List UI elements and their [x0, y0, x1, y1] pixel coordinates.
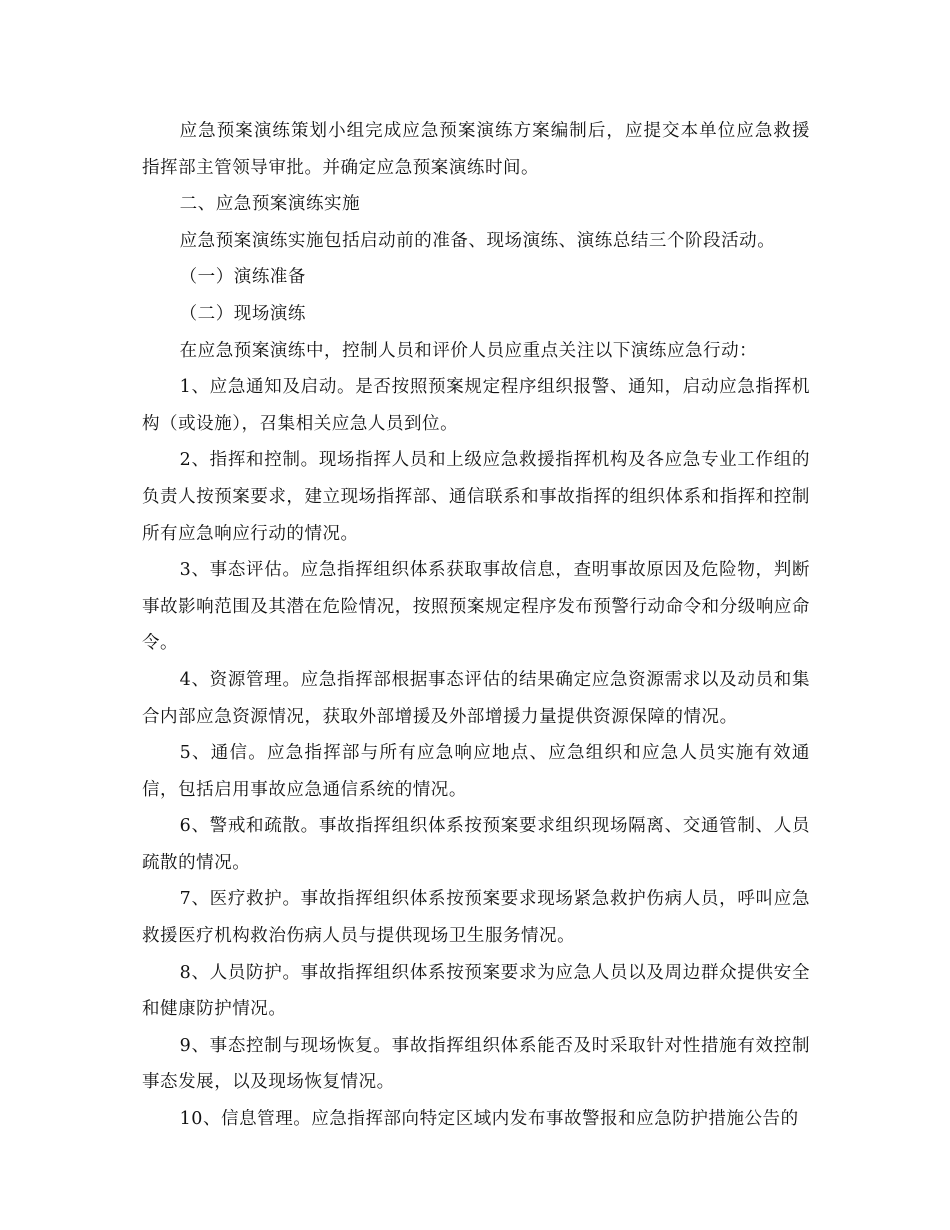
document-body [142, 113, 810, 1138]
list-item-command-control: 2、指挥和控制。现场指挥人员和上级应急救援指挥机构及各应急专业工作组的负责人按预案要求，建立现场指挥部、通信联系和事故指挥的组织体系和指挥和控制所有应急响应行动的情况。 [142, 450, 810, 544]
list-item-information-management: 10、信息管理。应急指挥部向特定区域内发布事故警报和应急防护措施公告的 [179, 1109, 799, 1130]
list-item-situation-assessment: 3、事态评估。应急指挥组织体系获取事故信息，查明事故原因及危险物，判断事故影响范围及其潜在危险情况，按照预案规定程序发布预警行动命令和分级响应命令。 [142, 560, 810, 654]
list-item-cordon-evacuation: 6、警戒和疏散。事故指挥组织体系按预案要求组织现场隔离、交通管制、人员疏散的情况。 [142, 816, 810, 873]
paragraph-implementation-stages: 应急预案演练实施包括启动前的准备、现场演练、演练总结三个阶段活动。 [179, 230, 776, 251]
list-item-personnel-protection: 8、人员防护。事故指挥组织体系按预案要求为应急人员以及周边群众提供安全和健康防护情况。 [142, 962, 810, 1020]
subheading-drill-preparation: （一）演练准备 [179, 267, 306, 288]
list-item-medical-rescue: 7、医疗救护。事故指挥组织体系按预案要求现场紧急救护伤病人员，呼叫应急救援医疗机构救治伤病人员与提供现场卫生服务情况。 [142, 889, 810, 947]
list-item-situation-control-recovery: 9、事态控制与现场恢复。事故指挥组织体系能否及时采取针对性措施有效控制事态发展，以及现场恢复情况。 [142, 1035, 810, 1093]
list-item-resource-management: 4、资源管理。应急指挥部根据事态评估的结果确定应急资源需求以及动员和集合内部应急资源情况，获取外部增援及外部增援力量提供资源保障的情况。 [142, 669, 810, 727]
section-heading-implementation: 二、应急预案演练实施 [179, 194, 361, 215]
subheading-onsite-drill: （二）现场演练 [179, 303, 306, 324]
paragraph-drill-plan-approval: 应急预案演练策划小组完成应急预案演练方案编制后，应提交本单位应急救援指挥部主管领导审批。并确定应急预案演练时间。 [142, 121, 810, 178]
paragraph-focus-actions: 在应急预案演练中，控制人员和评价人员应重点关注以下演练应急行动： [179, 340, 758, 361]
list-item-notification: 1、应急通知及启动。是否按照预案规定程序组织报警、通知，启动应急指挥机构（或设施），召集相关应急人员到位。 [142, 377, 810, 434]
list-item-communication: 5、通信。应急指挥部与所有应急响应地点、应急组织和应急人员实施有效通信，包括启用事故应急通信系统的情况。 [142, 743, 810, 800]
